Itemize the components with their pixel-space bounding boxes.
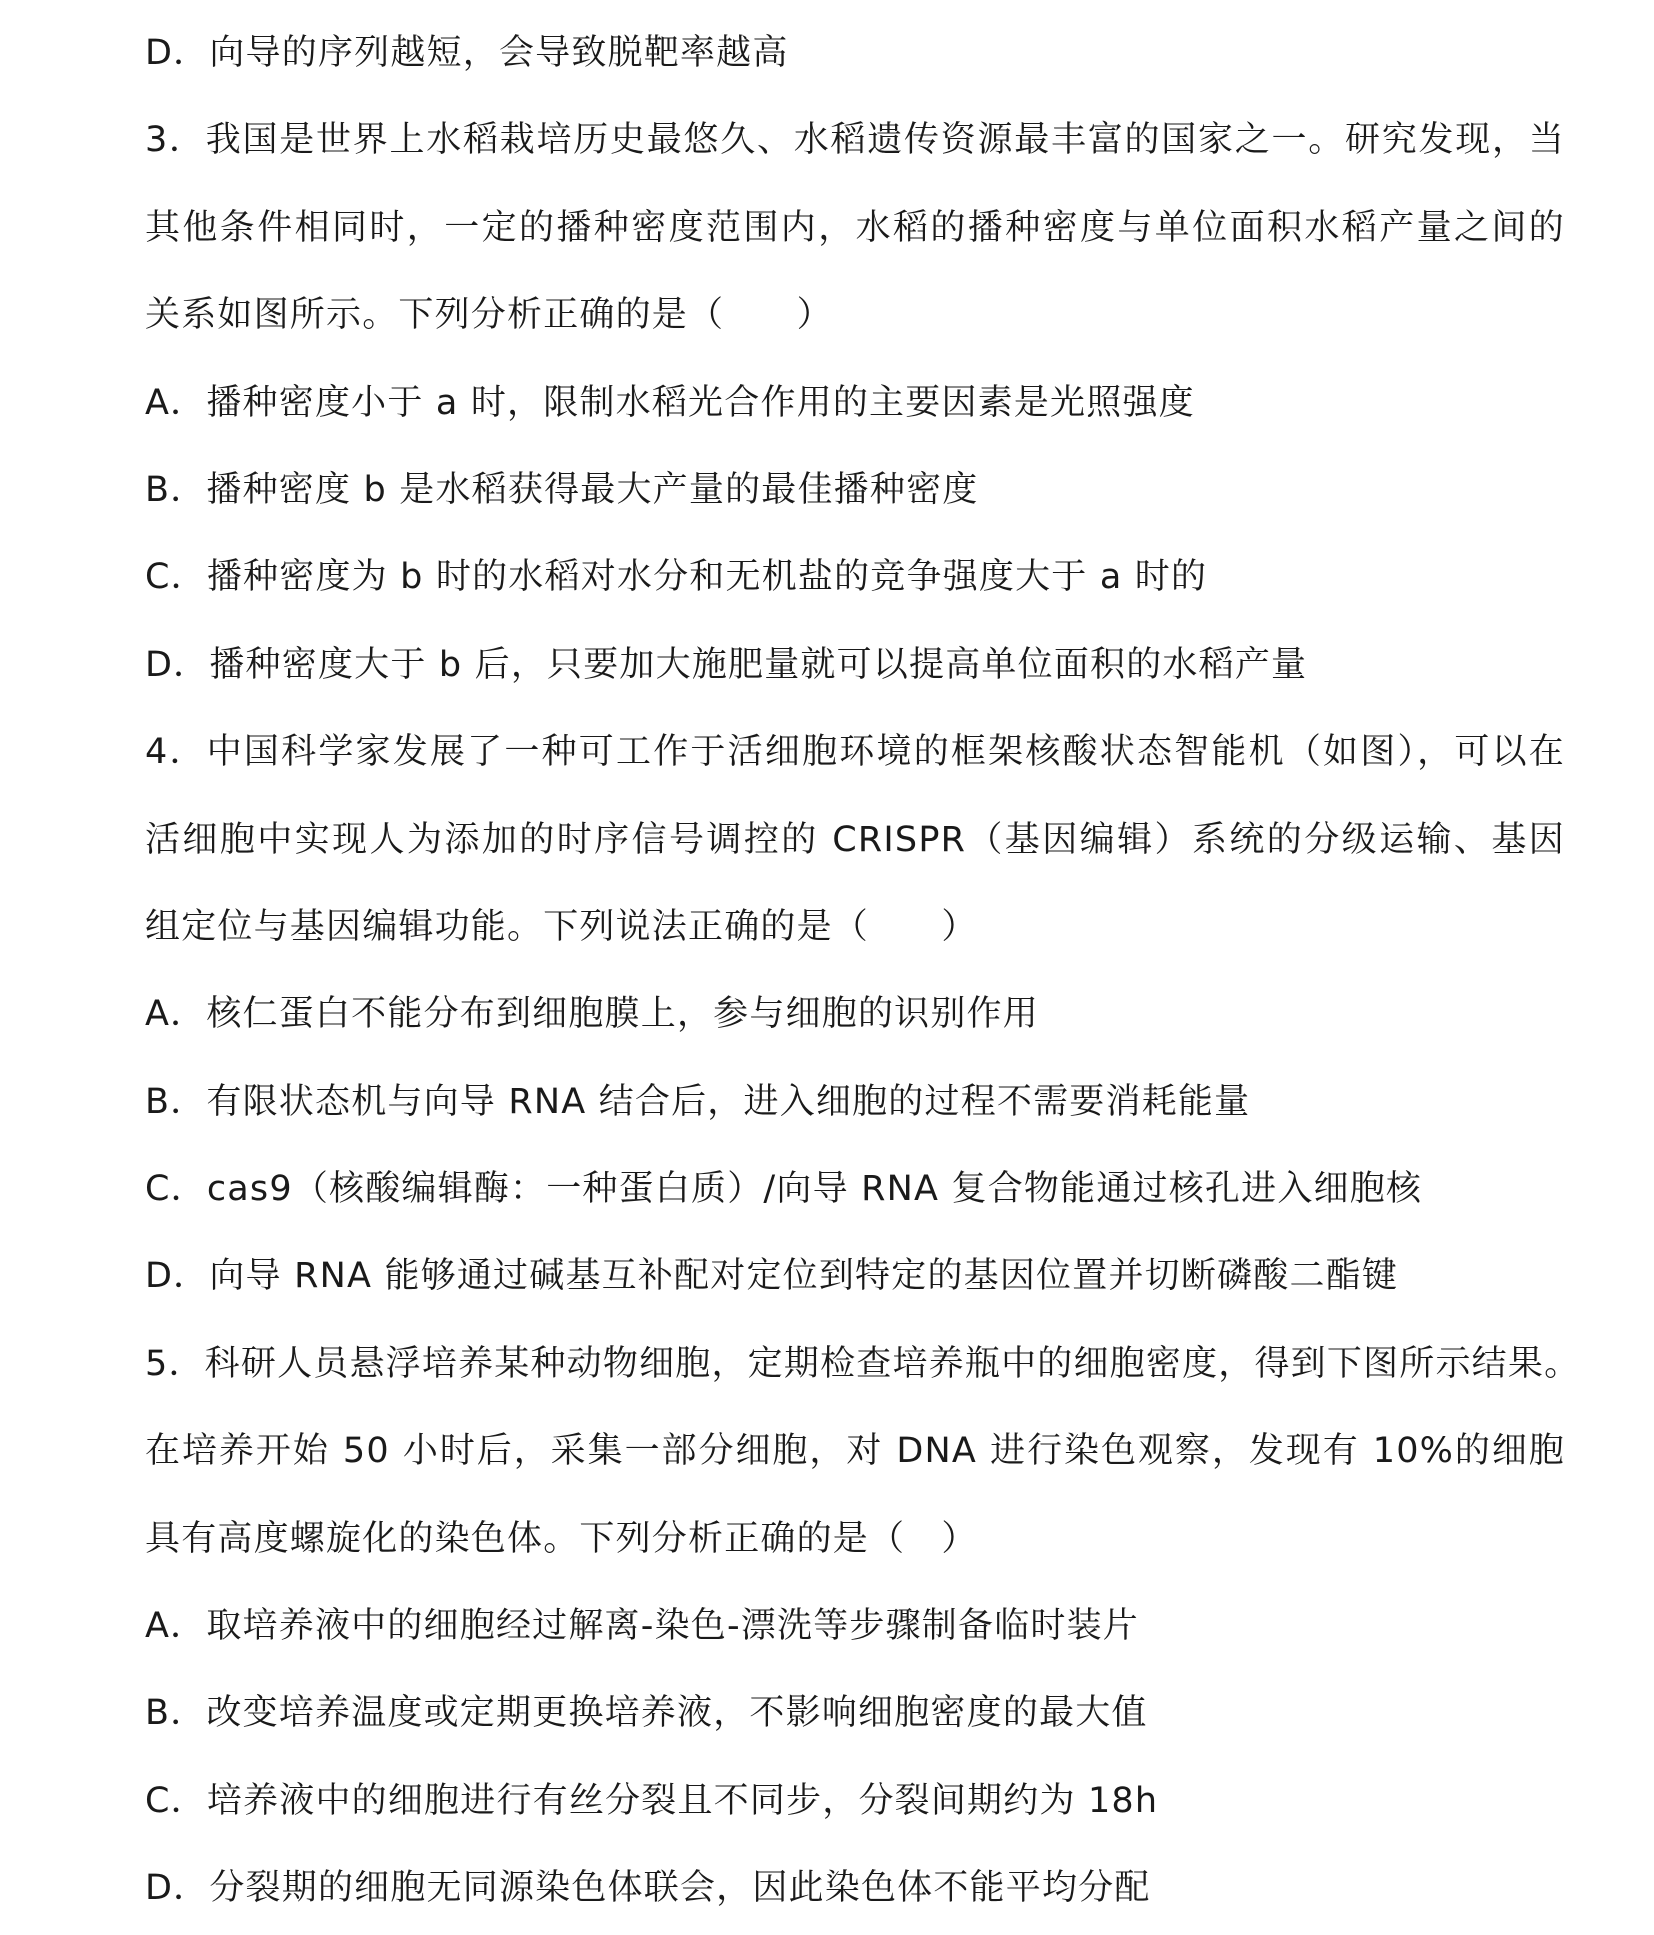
question-4-option-d: D．向导 RNA 能够通过碱基互补配对定位到特定的基因位置并切断磷酸二酯键	[145, 1256, 1399, 1297]
question-4	[145, 709, 1565, 1321]
question-4-option-a: A．核仁蛋白不能分布到细胞膜上，参与细胞的识别作用	[145, 994, 1039, 1035]
question-3-stem-line-2: 其他条件相同时，一定的播种密度范围内，水稻的播种密度与单位面积水稻产量之间的	[145, 207, 1565, 248]
question-3-option-d: D．播种密度大于 b 后，只要加大施肥量就可以提高单位面积的水稻产量	[145, 644, 1308, 685]
prev-question-option-d: D．向导的序列越短，会导致脱靶率越高	[145, 33, 789, 73]
question-5-option-c: C．培养液中的细胞进行有丝分裂且不同步，分裂间期约为 18h	[145, 1780, 1159, 1821]
question-4-option-b: B．有限状态机与向导 RNA 结合后，进入细胞的过程不需要消耗能量	[145, 1081, 1251, 1122]
question-5-option-d: D．分裂期的细胞无同源染色体联会，因此染色体不能平均分配	[145, 1868, 1151, 1909]
question-4-option-c: C．cas9（核酸编辑酶：一种蛋白质）/向导 RNA 复合物能通过核孔进入细胞核	[145, 1169, 1423, 1210]
question-5-stem-line-2: 在培养开始 50 小时后，采集一部分细胞，对 DNA 进行染色观察，发现有 10%的细胞	[145, 1431, 1565, 1472]
question-4-stem-line-2: 活细胞中实现人为添加的时序信号调控的 CRISPR（基因编辑）系统的分级运输、基因	[145, 819, 1565, 860]
question-3-stem-line-1: 3．我国是世界上水稻栽培历史最悠久、水稻遗传资源最丰富的国家之一。研究发现，当	[145, 120, 1565, 161]
question-3-option-b: B．播种密度 b 是水稻获得最大产量的最佳播种密度	[145, 469, 979, 510]
question-4-stem-line-1: 4．中国科学家发展了一种可工作于活细胞环境的框架核酸状态智能机（如图），可以在	[145, 732, 1565, 773]
question-4-stem-line-3: 组定位与基因编辑功能。下列说法正确的是（ ）	[145, 906, 978, 947]
question-5-option-b: B．改变培养温度或定期更换培养液，不影响细胞密度的最大值	[145, 1693, 1148, 1734]
question-3-stem-line-3: 关系如图所示。下列分析正确的是（ ）	[145, 295, 833, 336]
question-3-option-c: C．播种密度为 b 时的水稻对水分和无机盐的竞争强度大于 a 时的	[145, 557, 1208, 598]
question-3	[145, 97, 1565, 709]
question-5	[145, 1321, 1581, 1933]
question-5-option-a: A．取培养液中的细胞经过解离-染色-漂洗等步骤制备临时装片	[145, 1606, 1140, 1647]
question-3-option-a: A．播种密度小于 a 时，限制水稻光合作用的主要因素是光照强度	[145, 382, 1195, 423]
question-5-stem-line-1: 5．科研人员悬浮培养某种动物细胞，定期检查培养瓶中的细胞密度，得到下图所示结果。	[145, 1343, 1581, 1384]
question-5-stem-line-3: 具有高度螺旋化的染色体。下列分析正确的是（ ）	[145, 1518, 978, 1559]
document-page	[145, 10, 1581, 1933]
